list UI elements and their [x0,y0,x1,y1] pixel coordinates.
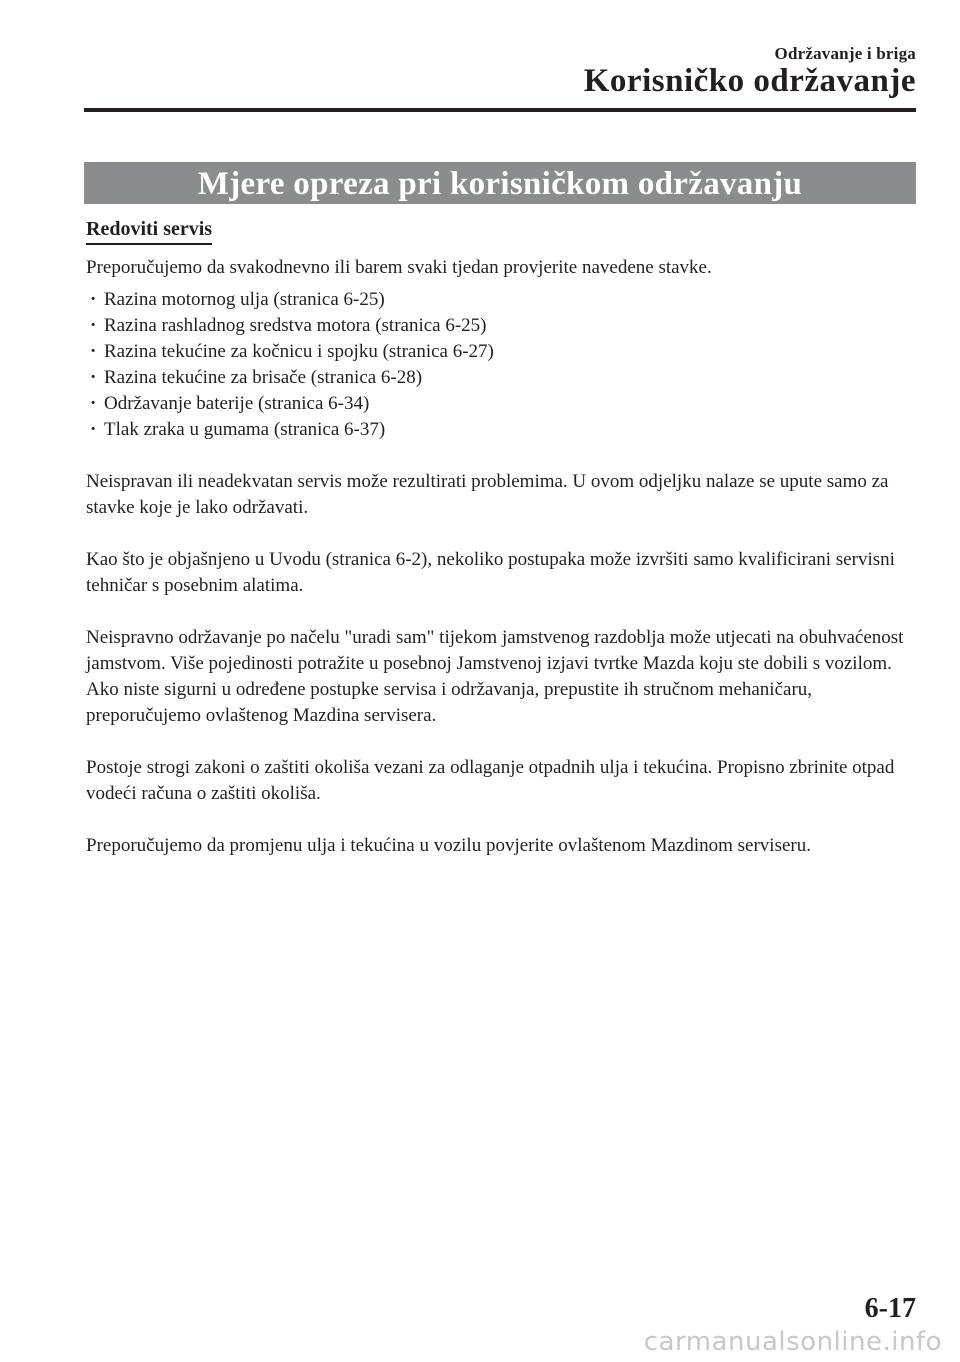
list-item-text: Razina tekućine za kočnicu i spojku (stranica 6-27) [104,341,494,362]
page-number: 6-17 [864,1293,916,1324]
list-item-text: Tlak zraka u gumama (stranica 6-37) [104,419,386,440]
bullet-icon: · [90,393,97,414]
chapter-header: Korisničko održavanje [583,63,916,99]
checklist [86,287,916,443]
list-item [90,339,916,365]
list-item-text: Održavanje baterije (stranica 6-34) [104,393,370,414]
bullet-icon: · [90,419,97,440]
bullet-icon: · [90,341,97,362]
list-item-text: Razina rashladnog sredstva motora (stranica 6-25) [104,315,487,336]
body-content [86,255,916,885]
intro-text: Preporučujemo da svakodnevno ili barem svaki tjedan provjerite navedene stavke. [86,257,712,278]
paragraph: Kao što je objašnjeno u Uvodu (stranica 6-2), nekoliko postupaka može izvršiti samo kvalificirani servisni tehničar s posebnim alatima. [86,549,895,596]
list-item-text: Razina motornog ulja (stranica 6-25) [104,289,385,310]
paragraph: Neispravno održavanje po načelu "uradi sam" tijekom jamstvenog razdoblja može utjecati na obuhvaćenost jamstvom. Više pojedinosti potražite u posebnoj Jamstvenoj izjavi tvrtke Mazda koju ste dobili s vozilom. Ako niste sigurni u određene postupke servisa i održavanja, prepustite ih stručnom mehaničaru, preporučujemo ovlaštenog Mazdina servisera. [86,627,904,726]
bullet-icon: · [90,289,97,310]
paragraph: Preporučujemo da promjenu ulja i tekućina u vozilu povjerite ovlaštenom Mazdinom serviseru. [86,835,811,856]
page-title: Mjere opreza pri korisničkom održavanju [84,162,916,204]
list-item [90,313,916,339]
list-item [90,287,916,313]
section-header: Održavanje i briga [774,44,916,63]
list-item [90,417,916,443]
bullet-icon: · [90,315,97,336]
bullet-icon: · [90,367,97,388]
list-item [90,365,916,391]
paragraph: Postoje strogi zakoni o zaštiti okoliša vezani za odlaganje otpadnih ulja i tekućina. Propisno zbrinite otpad vodeći računa o zaštiti okoliša. [86,757,895,804]
paragraph: Neispravan ili neadekvatan servis može rezultirati problemima. U ovom odjeljku nalaze se upute samo za stavke koje je lako održavati. [86,471,889,518]
header-divider [84,108,916,112]
list-item-text: Razina tekućine za brisače (stranica 6-28) [104,367,423,388]
subheading: Redoviti servis [86,215,212,245]
list-item [90,391,916,417]
watermark: carmanualsonline.info [643,1327,942,1357]
